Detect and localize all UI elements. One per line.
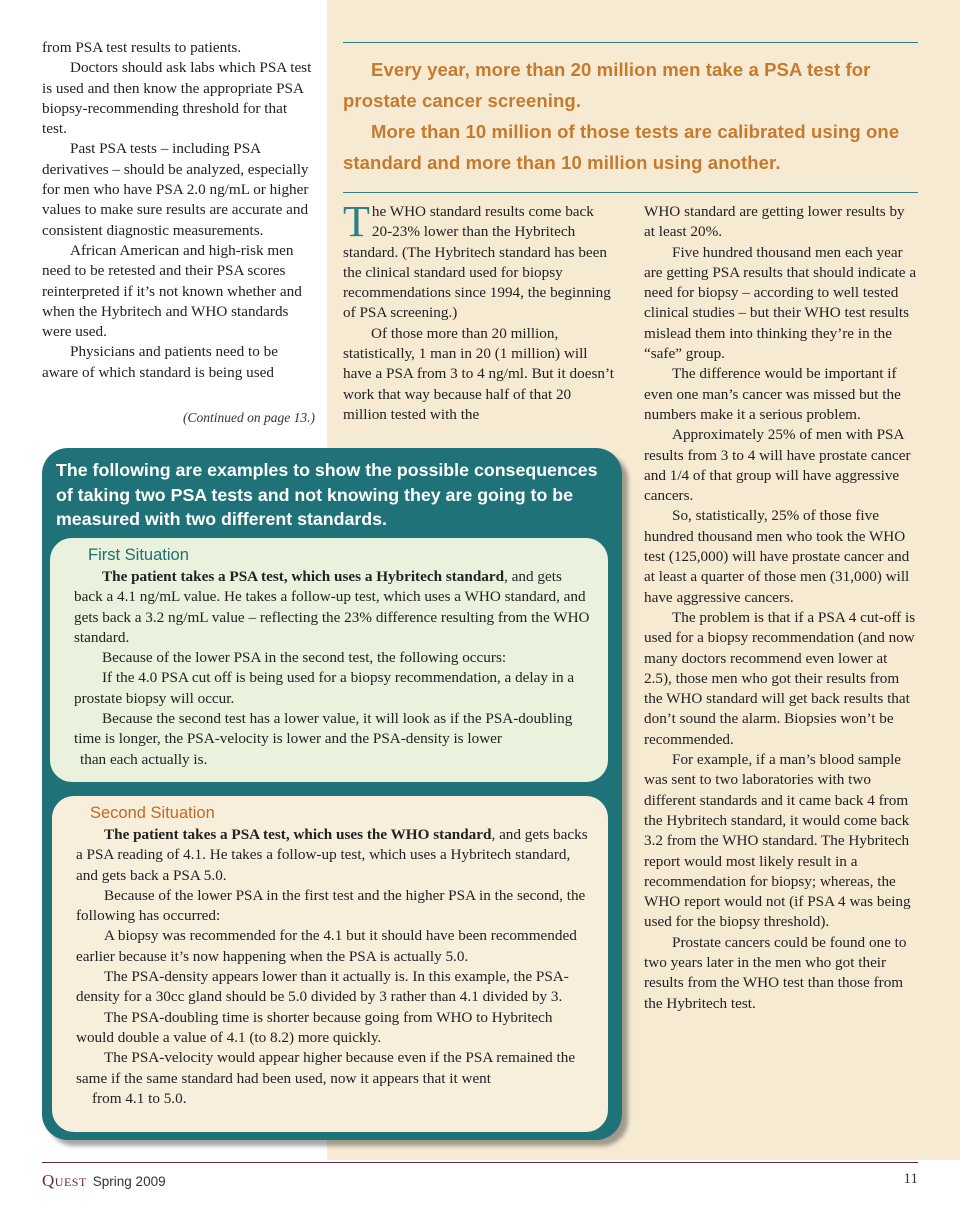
paragraph: If the 4.0 PSA cut off is being used for a biopsy recommendation, a delay in a prostate biopsy will occur. — [74, 669, 575, 707]
paragraph: Prostate cancers could be found one to two years later in the men who got their results from the WHO test than those from the Hybritech test. — [644, 933, 907, 1012]
paragraph — [76, 825, 594, 886]
paragraph: The PSA-density appears lower than it actually is. In this example, the PSA-density for a 30cc gland should be 5.0 divided by 3 rather than 4.1 divided by 3. — [76, 968, 569, 1006]
paragraph-tail: from 4.1 to 5.0. — [92, 1089, 187, 1107]
pull-quote — [343, 42, 918, 193]
situation-body — [74, 567, 594, 770]
paragraph: Approximately 25% of men with PSA results from 3 to 4 will have prostate cancer and 1/4 of that group will have aggressive cancers. — [644, 426, 911, 505]
pull-quote-line: More than 10 million of those tests are calibrated using one standard and more than 10 million using another. — [343, 121, 900, 173]
paragraph: The PSA-velocity would appear higher because even if the PSA remained the same if the same standard had been used, now it appears that it went — [76, 1049, 576, 1087]
issue-date: Spring 2009 — [92, 1174, 166, 1189]
paragraph: The difference would be important if even one man’s cancer was missed but the numbers make it a serious problem. — [644, 365, 901, 423]
second-situation-panel — [52, 796, 608, 1132]
first-situation-panel — [50, 538, 608, 782]
paragraph: The problem is that if a PSA 4 cut-off is used for a biopsy recommendation (and now many doctors recommend even lower at 2.5), those men who got their results from the WHO standard will get back results that don’t sound the alarm. Biopsies won’t be recommended. — [644, 608, 916, 748]
lead-rest: , and gets backs a PSA reading of 4.1. He takes a follow-up test, which uses a Hybritech standard, and gets back a PSA 5.0. — [76, 826, 588, 884]
paragraph: So, statistically, 25% of those five hundred thousand men who took the WHO test (125,000) will have prostate cancer and at least a quarter of those men (31,000) will have aggressive cancers. — [644, 507, 910, 606]
paragraph: For example, if a man’s blood sample was sent to two laboratories with two different standards and it came back 4 from the Hybritech standard, it would come back 3.2 from the WHO standard. The Hybritech report would most likely result in a recommendation for biopsy; whereas, the WHO report would not (if PSA 4 was being used for the biopsy threshold). — [644, 751, 911, 931]
situation-body — [76, 825, 594, 1109]
paragraph: African American and high-risk men need to be retested and their PSA scores reinterpreted if it’s not known whether and when the Hybritech and WHO standards were used. — [42, 241, 302, 341]
box-heading: The following are examples to show the possible consequences of taking two PSA tests and not knowing they are going to be measured with two different standards. — [56, 460, 598, 529]
lead-bold: The patient takes a PSA test, which uses a Hybritech standard — [102, 568, 505, 585]
paragraph: Because of the lower PSA in the second test, the following occurs: — [102, 649, 507, 667]
paragraph: Physicians and patients need to be aware of which standard is being used — [42, 343, 278, 381]
page-number: 11 — [903, 1171, 918, 1187]
paragraph: Doctors should ask labs which PSA test is used and then know the appropriate PSA biopsy-recommending threshold for that test. — [42, 59, 312, 138]
pull-quote-line: Every year, more than 20 million men take a PSA test for prostate cancer screening. — [343, 59, 871, 111]
paragraph: Five hundred thousand men each year are getting PSA results that should indicate a need for biopsy – according to well tested clinical studies – but their WHO test results mislead them into thinking they’re in the “safe” group. — [644, 243, 917, 363]
paragraph: A biopsy was recommended for the 4.1 but it should have been recommended earlier because it’s now happening when the PSA is actually 5.0. — [76, 927, 577, 965]
situation-title: First Situation — [88, 546, 189, 564]
drop-cap: T — [343, 197, 370, 246]
publication-name: Quest — [42, 1171, 87, 1190]
examples-box — [42, 448, 622, 1140]
page-footer — [42, 1162, 918, 1191]
paragraph-text: he WHO standard results come back 20-23% lower than the Hybritech standard. (The Hybritech standard has been the clinical standard used for biopsy recommendations since 1994, the beginning of PSA screening.) — [343, 203, 611, 322]
paragraph — [343, 197, 616, 324]
paragraph: Past PSA tests – including PSA derivatives – should be analyzed, especially for men who have PSA 2.0 ng/mL or higher values to make sure results are accurate and consistent diagnostic measurements. — [42, 140, 309, 239]
left-column — [42, 38, 314, 383]
lead-bold: The patient takes a PSA test, which uses the WHO standard — [104, 826, 492, 843]
situation-title: Second Situation — [90, 804, 215, 822]
continued-note: (Continued on page 13.) — [183, 410, 315, 425]
paragraph — [74, 567, 594, 648]
middle-column — [343, 197, 616, 425]
paragraph: Because of the lower PSA in the first test and the higher PSA in the second, the following has occurred: — [76, 886, 586, 925]
paragraph: WHO standard are getting lower results by at least 20%. — [644, 203, 905, 241]
paragraph-tail: than each actually is. — [80, 750, 208, 768]
paragraph: Of those more than 20 million, statistically, 1 man in 20 (1 million) will have a PSA from 3 to 4 ng/ml. But it doesn’t work that way because half of that 20 million tested with the — [343, 324, 614, 423]
paragraph: Because the second test has a lower value, it will look as if the PSA-doubling time is longer, the PSA-velocity is lower and the PSA-density is lower — [74, 710, 573, 748]
lead-rest: , and gets back a 4.1 ng/mL value. He takes a follow-up test, which uses a WHO standard, and gets back a 3.2 ng/mL value – reflecting the 23% difference resulting from the WHO standard. — [74, 568, 590, 646]
right-column — [644, 202, 918, 1014]
paragraph: from PSA test results to patients. — [42, 39, 242, 56]
paragraph: The PSA-doubling time is shorter because going from WHO to Hybritech would double a value of 4.1 (to 8.2) more quickly. — [76, 1008, 553, 1046]
